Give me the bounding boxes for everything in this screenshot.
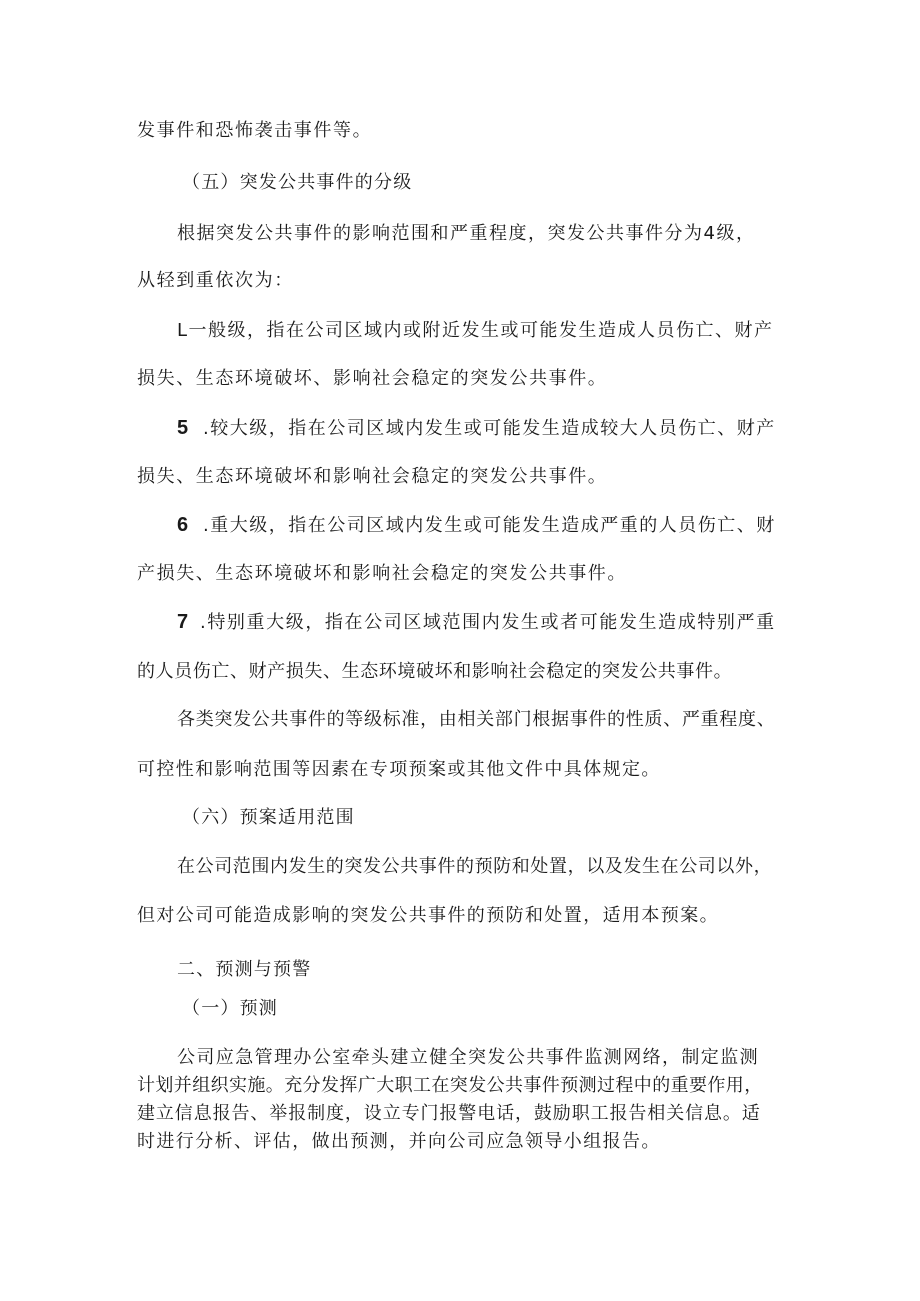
- paragraph-line: 计划并组织实施。充分发挥广大职工在突发公共事件预测过程中的重要作用，: [137, 1075, 763, 1096]
- paragraph-line: 公司应急管理办公室牵头建立健全突发公共事件监测网络，制定监测: [177, 1047, 759, 1068]
- paragraph-line: 的人员伤亡、财产损失、生态环境破坏和影响社会稳定的突发公共事件。: [137, 661, 733, 682]
- chapter-heading: 二、预测与预警: [177, 959, 312, 980]
- paragraph-line: 损失、生态环境破坏和影响社会稳定的突发公共事件。: [137, 466, 608, 487]
- paragraph-line: 产损失、生态环境破坏和影响社会稳定的突发公共事件。: [137, 563, 627, 584]
- list-number: 5: [177, 417, 190, 439]
- section-heading: （一）预测: [182, 998, 278, 1019]
- paragraph-line: L一般级，指在公司区域内或附近发生或可能发生造成人员伤亡、财产: [177, 320, 774, 341]
- paragraph-line: 在公司范围内发生的突发公共事件的预防和处置，以及发生在公司以外，: [177, 856, 773, 877]
- paragraph-line: 发事件和恐怖袭击事件等。: [137, 120, 373, 141]
- paragraph-line: .重大级，指在公司区域内发生或可能发生造成严重的人员伤亡、财: [203, 515, 776, 536]
- section-heading: （五）突发公共事件的分级: [182, 172, 413, 193]
- section-heading: （六）预案适用范围: [182, 807, 355, 828]
- paragraph-line: .较大级，指在公司区域内发生或可能发生造成较大人员伤亡、财产: [203, 418, 776, 439]
- paragraph-line: 损失、生态环境破坏、影响社会稳定的突发公共事件。: [137, 368, 608, 389]
- paragraph-line: 建立信息报告、举报制度，设立专门报警电话，鼓励职工报告相关信息。适: [137, 1103, 761, 1124]
- paragraph-line: 时进行分析、评估，做出预测，并向公司应急领导小组报告。: [137, 1131, 661, 1152]
- list-number: 6: [177, 514, 190, 536]
- paragraph-line: 根据突发公共事件的影响范围和严重程度，突发公共事件分为4级，: [177, 223, 756, 244]
- paragraph-line: 但对公司可能造成影响的突发公共事件的预防和处置，适用本预案。: [137, 905, 719, 926]
- paragraph-line: 可控性和影响范围等因素在专项预案或其他文件中具体规定。: [137, 759, 661, 780]
- paragraph-line: 从轻到重依次为：: [137, 270, 294, 291]
- paragraph-line: .特别重大级，指在公司区域范围内发生或者可能发生造成特别严重: [200, 612, 776, 633]
- list-number: 7: [177, 611, 190, 633]
- paragraph-line: 各类突发公共事件的等级标准，由相关部门根据事件的性质、严重程度、: [177, 709, 776, 730]
